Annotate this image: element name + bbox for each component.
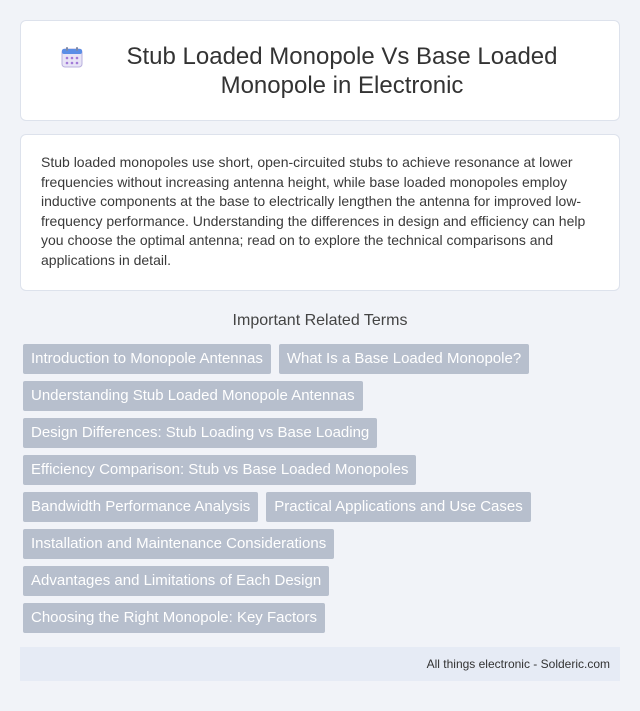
term-row — [23, 566, 623, 596]
calendar-icon — [61, 46, 83, 68]
term-link-advantages[interactable]: Advantages and Limitations of Each Design — [23, 566, 329, 596]
term-row — [23, 455, 623, 485]
intro-paragraph: Stub loaded monopoles use short, open-circuited stubs to achieve resonance at lower frequencies without increasing antenna height, while base loaded monopoles employ inductive components at the base to electrically lengthen the antenna for improved low-frequency performance. Understanding the differences in design and efficiency can help you choose the optimal antenna; read on to explore the technical comparisons and applications in detail. — [41, 154, 586, 268]
term-row — [23, 603, 623, 633]
term-link-applications[interactable]: Practical Applications and Use Cases — [266, 492, 530, 522]
term-link-installation[interactable]: Installation and Maintenance Considerations — [23, 529, 334, 559]
term-row — [23, 344, 623, 374]
intro-card — [20, 134, 620, 291]
footer-credit: All things electronic - Solderic.com — [426, 657, 610, 671]
related-terms-heading: Important Related Terms — [232, 312, 408, 329]
term-row — [23, 381, 623, 411]
term-row — [23, 418, 623, 448]
term-link-base-loaded[interactable]: What Is a Base Loaded Monopole? — [279, 344, 529, 374]
term-link-introduction[interactable]: Introduction to Monopole Antennas — [23, 344, 271, 374]
term-row — [23, 529, 623, 559]
term-link-design-differences[interactable]: Design Differences: Stub Loading vs Base Loading — [23, 418, 377, 448]
page-title: Stub Loaded Monopole Vs Base Loaded Monopole in Electronic — [126, 42, 558, 99]
term-link-bandwidth[interactable]: Bandwidth Performance Analysis — [23, 492, 258, 522]
term-row — [23, 492, 623, 522]
related-terms-list — [23, 344, 623, 640]
term-link-choosing[interactable]: Choosing the Right Monopole: Key Factors — [23, 603, 325, 633]
title-wrap — [21, 42, 619, 100]
title-card — [20, 20, 620, 121]
term-link-stub-loaded[interactable]: Understanding Stub Loaded Monopole Antennas — [23, 381, 363, 411]
term-link-efficiency[interactable]: Efficiency Comparison: Stub vs Base Loaded Monopoles — [23, 455, 416, 485]
footer — [20, 647, 620, 681]
